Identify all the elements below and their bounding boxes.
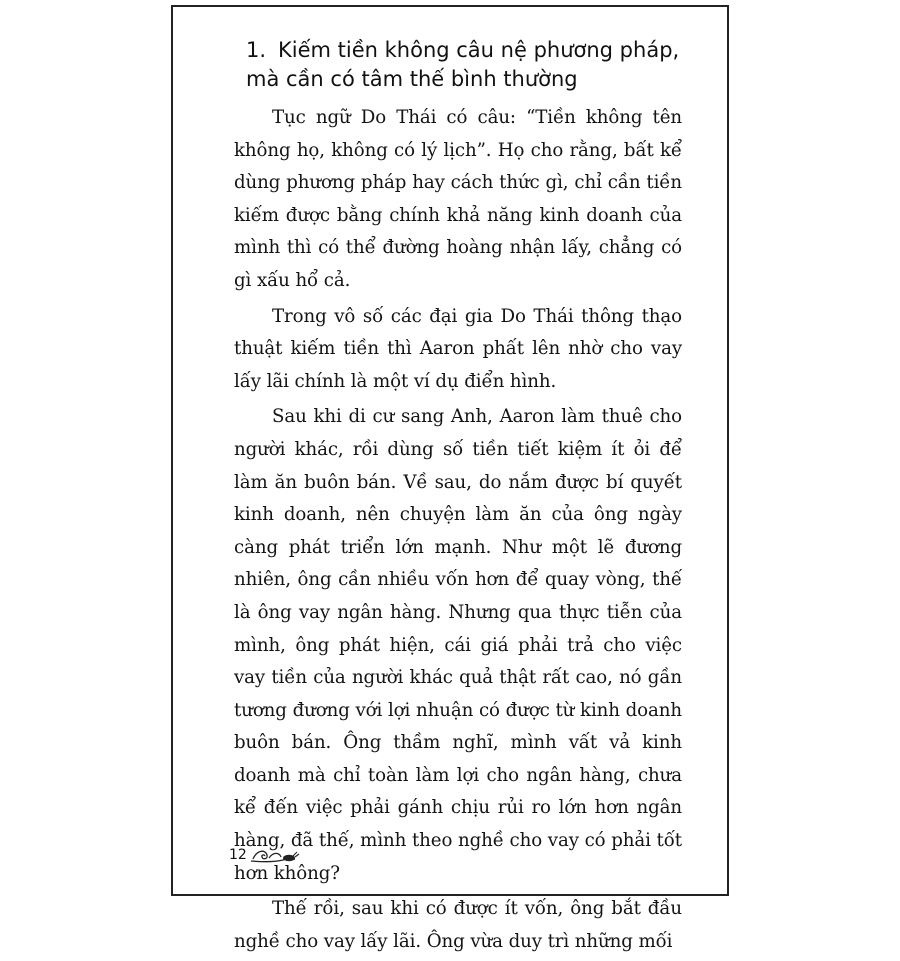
page-footer [229,846,301,864]
paragraph: Sau khi di cư sang Anh, Aaron làm thuê cho người khác, rồi dùng số tiền tiết kiệm ít ỏi để làm ăn buôn bán. Về sau, do nắm được bí quyết kinh doanh, nên chuyện làm ăn của ông ngày càng phát triển lớn mạnh. Như một lẽ đương nhiên, ông cần nhiều vốn hơn để quay vòng, thế là ông vay ngân hàng. Nhưng qua thực tiễn của mình, ông phát hiện, cái giá phải trả cho việc vay tiền của người khác quả thật rất cao, nó gần tương đương với lợi nhuận có được từ kinh doanh buôn bán. Ông thầm nghĩ, mình vất vả kinh doanh mà chỉ toàn làm lợi cho ngân hàng, chưa kể đến việc phải gánh chịu rủi ro lớn hơn ngân hàng, đã thế, mình theo nghề cho vay có phải tốt hơn không? [234,406,682,884]
page-number: 12 [229,847,247,863]
section-number: 1. [246,38,267,62]
paragraph: Tục ngữ Do Thái có câu: “Tiền không tên không họ, không có lý lịch”. Họ cho rằng, bất kể dùng phương pháp hay cách thức gì, chỉ cần tiền kiếm được bằng chính khả năng kinh doanh của mình thì có thể đường hoàng nhận lấy, chẳng có gì xấu hổ cả. [234,107,682,291]
body-text [234,102,682,961]
section-title: Kiếm tiền không câu nệ phương pháp, mà cần có tâm thế bình thường [246,38,680,91]
paragraph: Trong vô số các đại gia Do Thái thông thạo thuật kiếm tiền thì Aaron phất lên nhờ cho vay lấy lãi chính là một ví dụ điển hình. [234,305,682,392]
snail-ornament-icon [249,846,301,864]
paragraph: Thế rồi, sau khi có được ít vốn, ông bắt đầu nghề cho vay lấy lãi. Ông vừa duy trì những mối [234,898,682,952]
section-heading [246,36,696,94]
